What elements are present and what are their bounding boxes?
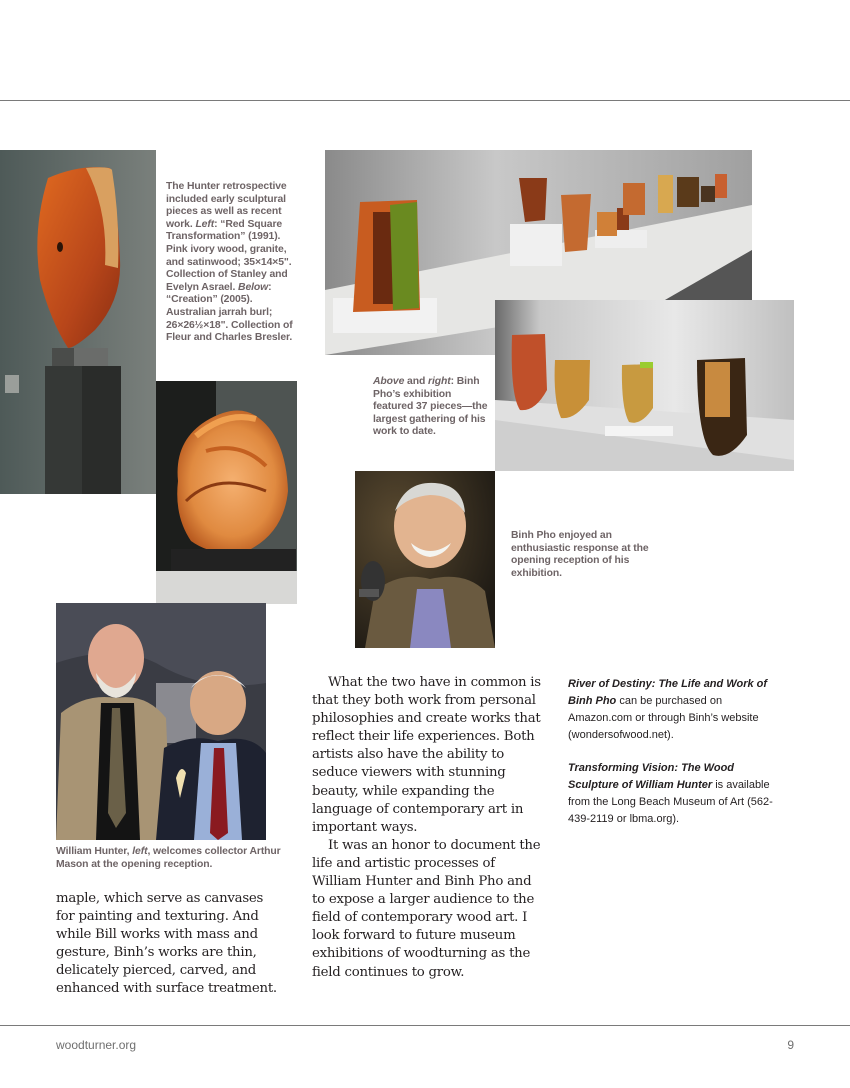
body-paragraph: maple, which serve as canvases for painting and texturing. And while Bill works with mass and gesture, Binh’s works are thin, delicately pierced, carved, and enhanced with surface treatment. xyxy=(56,891,277,997)
footer-website: woodturner.org xyxy=(56,1038,137,1052)
book-info-sidebar xyxy=(568,676,782,844)
footer-rule xyxy=(0,1025,850,1026)
caption-direction-label: Above xyxy=(373,376,405,387)
photo-hunter-and-mason xyxy=(56,603,266,840)
caption-direction-label: Below xyxy=(238,281,269,293)
photo-binh-pho-portrait xyxy=(355,471,495,648)
caption-direction-label: Left xyxy=(195,218,215,230)
photo-red-square-transformation xyxy=(0,150,156,494)
body-paragraph: It was an honor to document the life and artistic processes of William Hunter and Binh Pho and to expose a larger audience to the field of contemporary wood art. I look forward to future museum exhibitions of woodturning as the field continues to grow. xyxy=(312,837,541,980)
photo-vessels-closeup xyxy=(495,300,794,471)
caption-binh-exhibition xyxy=(373,376,491,439)
book-title: River of Destiny: The Life and Work of Binh Pho xyxy=(568,678,768,707)
caption-direction-label: left xyxy=(132,846,148,857)
header-rule xyxy=(0,100,850,101)
photo-creation-sculpture xyxy=(156,381,297,604)
caption-text: William Hunter, xyxy=(56,846,133,857)
body-paragraph: What the two have in common is that they both work from personal philosophies and create works that reflect their life experiences. Both artists also have the ability to seduce viewers with stunning beauty, while expanding the language of contemporary art in important ways. xyxy=(312,675,541,835)
caption-hunter-retrospective xyxy=(166,181,302,345)
body-column-2 xyxy=(312,674,544,982)
book-info-transforming-vision xyxy=(568,760,782,828)
book-availability: is available from the Long Beach Museum of Art (562-439-2119 or lbma.org). xyxy=(568,779,773,825)
caption-text: The Hunter retrospective included early sculptural pieces as well as recent work. xyxy=(166,181,287,230)
book-info-river-of-destiny xyxy=(568,676,782,744)
caption-text: : “Creation” (2005). Australian jarrah burl; 26×26½×18". Collection of Fleur and Charles Bresler. xyxy=(166,281,293,344)
caption-text: : “Red Square Transformation” (1991). Pink ivory wood, granite, and satinwood; 35×14×5". Collection of Stanley and Evelyn Asrael. xyxy=(166,218,292,293)
caption-text: , welcomes collector Arthur Mason at the opening reception. xyxy=(56,846,281,870)
caption-direction-label: right xyxy=(428,376,451,387)
book-title: Transforming Vision: The Wood Sculpture of William Hunter xyxy=(568,762,735,791)
body-column-1 xyxy=(56,890,284,999)
caption-text: and xyxy=(404,376,429,387)
page-number: 9 xyxy=(787,1038,794,1052)
book-availability: can be purchased on Amazon.com or through Binh’s website (wondersofwood.net). xyxy=(568,695,759,741)
caption-text: : Binh Pho’s exhibition featured 37 pieces—the largest gathering of his work to date. xyxy=(373,376,488,438)
caption-binh-reception: Binh Pho enjoyed an enthusiastic response at the opening reception of his exhibition. xyxy=(511,530,649,579)
caption-hunter-mason xyxy=(56,846,286,871)
